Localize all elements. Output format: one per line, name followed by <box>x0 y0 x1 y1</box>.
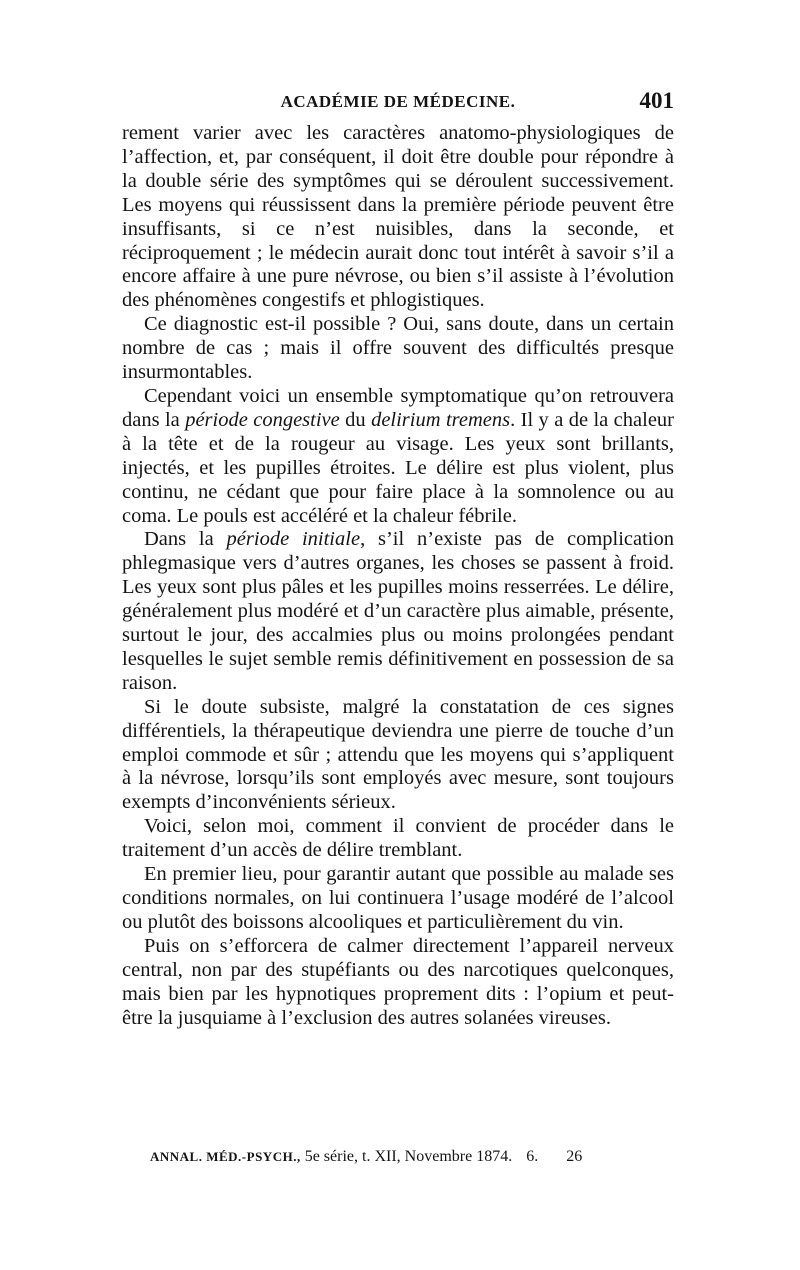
paragraph-text: Voici, selon moi, comment il convient de procéder dans le traitement d’un accès de délire tremblant. <box>122 815 674 862</box>
paragraph-text: . Il y a de la chaleur à la tête et de la rougeur au visage. Les yeux sont brillants, injectés, et les pupilles étroites. Le délire est plus violent, plus continu, ne cédant que pour faire place à la somnolence ou au coma. Le pouls est accéléré et la chaleur fébrile. <box>122 408 674 527</box>
paragraph-text: Dans la <box>144 528 227 551</box>
paragraph-text: Ce diagnostic est-il possible ? Oui, sans doute, dans un certain nombre de cas ; mais il offre souvent des difficultés presque insurmontables. <box>122 313 674 384</box>
page-footer <box>150 1148 670 1166</box>
paragraph-1 <box>122 122 674 313</box>
italic-term: période initiale <box>226 528 361 551</box>
running-title: ACADÉMIE DE MÉDECINE. <box>280 92 516 111</box>
paragraph-text: En premier lieu, pour garantir autant que possible au malade ses conditions normales, on lui continuera l’usage modéré de l’alcool ou plutôt des boissons alcooliques et particulièrement du vin. <box>122 863 674 933</box>
paragraph-8 <box>122 935 674 1031</box>
paragraph-text: Cependant voici un ensemble symptomatique qu’on retrouvera dans la <box>122 384 674 431</box>
paragraph-2 <box>122 313 674 385</box>
paragraph-text: , s’il n’existe pas de complication phlegmasique vers d’autres organes, les choses se passent à froid. Les yeux sont plus pâles et les pupilles moins resserrées. Le délire, généralement plus modéré et d’un caractère plus aimable, présente, surtout le jour, des accalmies plus ou moins prolongées pendant lesquelles le sujet semble remis définitivement en possession de sa raison. <box>122 528 674 694</box>
paragraph-text: Puis on s’efforcera de calmer directement l’appareil nerveux central, non par des stupéfiants ou des narcotiques quelconques, mais bien par les hypnotiques proprement dits : l’opium et peut-être la jusquiame à l’exclusion des autres solanées vireuses. <box>122 934 674 1029</box>
page-number: 401 <box>639 88 674 113</box>
paragraph-text: du <box>339 408 372 431</box>
journal-abbreviation: ANNAL. MÉD.-PSYCH., <box>150 1149 301 1164</box>
paragraph-3 <box>122 385 674 528</box>
paragraph-7 <box>122 863 674 935</box>
page-header <box>122 88 674 118</box>
italic-term: période congestive <box>185 408 340 431</box>
body-text <box>122 122 674 1030</box>
paragraph-5 <box>122 696 674 816</box>
paragraph-text: rement varier avec les caractères anatomo-physiologiques de l’affection, et, par conséquent, il doit être double pour répondre à la double série des symptômes qui se déroulent successivement. Les moyens qui réussissent dans la première période peuvent être insuffisants, si ce n’est nuisibles, dans la seconde, et réciproquement ; le médecin aurait donc tout intérêt à savoir s’il a encore affaire à une pure névrose, ou bien s’il assiste à l’évolution des phénomènes congestifs et phlogistiques. <box>122 122 674 312</box>
sheet-number: 26 <box>566 1148 583 1165</box>
signature-mark: 6. <box>526 1148 539 1165</box>
paragraph-6 <box>122 815 674 863</box>
paragraph-text: Si le doute subsiste, malgré la constatation de ces signes différentiels, la thérapeutique deviendra une pierre de touche d’un emploi commode et sûr ; attendu que les moyens qui s’appliquent à la névrose, lorsqu’ils sont employés avec mesure, sont toujours exempts d’inconvénients sérieux. <box>122 695 674 814</box>
series-info: 5e série, t. XII, Novembre 1874. <box>304 1148 513 1165</box>
italic-term: delirium tremens <box>371 408 511 431</box>
paragraph-4 <box>122 528 674 695</box>
